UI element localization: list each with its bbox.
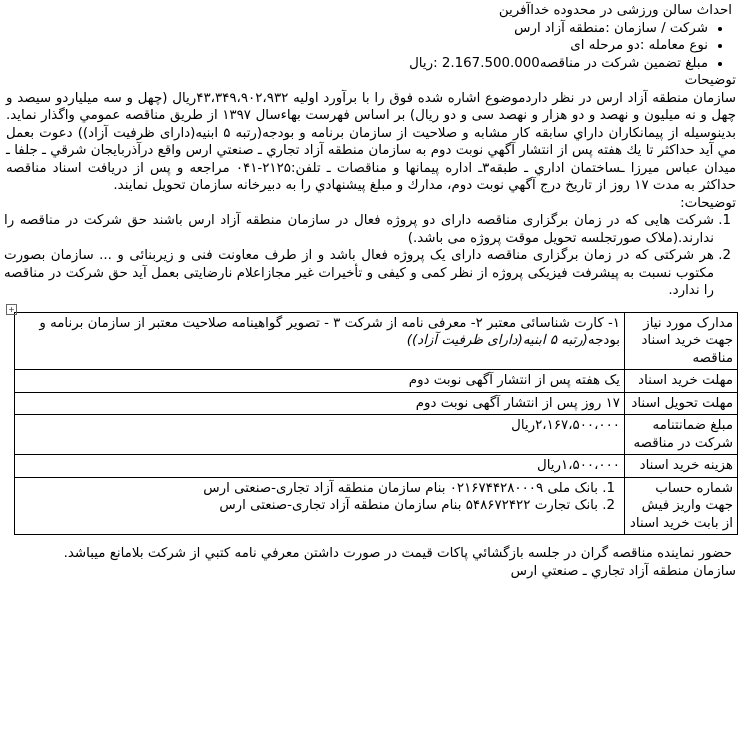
attendance-note: حضور نماينده مناقصه گران در جلسه بازگشائي پاكات قيمت در صورت داشتن معرفي نامه كتبي از شركت بلامانع ميباشد.: [63, 546, 732, 561]
row-label: مهلت خرید اسناد: [625, 370, 738, 393]
details-table-wrapper: [4, 304, 738, 536]
notes-list: [4, 212, 738, 300]
row-value: یک هفته پس از انتشار آگهی نوبت دوم: [15, 370, 625, 393]
notice-title: احداث سالن ورزشی در محدوده خداآفرین: [498, 3, 732, 18]
table-row: [15, 392, 738, 415]
note-item: 1. شرکت هایی که در زمان برگزاری مناقصه دارای دو پروژه فعال در سازمان منطقه آزاد ارس باشند حق شرکت در مناقصه را ندارند.(ملاک صورتجلسه تحویل موقت پروژه می باشد.): [4, 212, 714, 247]
account-item: 1. بانک ملی ۰۲۱۶۷۴۴۲۸۰۰۰۹ بنام سازمان منطقه آزاد تجاری-صنعتی ارس: [19, 480, 598, 498]
row-label: شماره حساب جهت واریز فیش از بابت خرید اسناد: [625, 477, 738, 535]
organization-signature: سازمان منطقه آزاد تجاري ـ صنعتي ارس: [510, 563, 736, 579]
table-row: [15, 455, 738, 478]
summary-list: [4, 20, 738, 73]
notes-label: توضیحات:: [680, 195, 736, 211]
table-row: [15, 370, 738, 393]
row-value: [15, 477, 625, 535]
table-move-handle-icon[interactable]: +: [6, 304, 17, 315]
table-row: [15, 415, 738, 455]
required-docs-text: ۱- کارت شناسائی معتبر ۲- معرفی نامه از شرکت ۳ - تصویر گواهینامه صلاحیت معتبر از سازمان برنامه و بودجه: [39, 315, 620, 348]
description-paragraph: سازمان منطقه آزاد ارس در نظر داردموضوع اشاره شده فوق را با برآورد اولیه ۴۳،۳۴۹،۹۰۲،۹۳۲ریال (چهل و سه میلیاردو سیصد و چهل و نه میلیون و نهصد و دو هزار و نهصد سی و دو ريال) بر اساس فهرست بهاءسال ۱۳۹۷ از طريق مناقصه عمومي واگذار نمايد. بدينوسيله از پيمانكاران داراي سابقه كار مشابه و صلاحيت از سازمان برنامه و بودجه(رتبه ۵ ابنیه(دارای ظرفیت آزاد)) دعوت بعمل مي آيد حداكثر تا يك هفته پس از انتشار آگهي نوبت دوم به سازمان منطقه آزاد تجاري ـ صنعتي ارس واقع درآذربايجان شرقي ـ جلفا ـ ميدان عباس ميرزا ـساختمان اداري ـ طبقه۳ـ اداره پيمانها و مناقصات ـ تلفن:۲۱۲۵-۰۴۱ مراجعه و پس از دريافت اسناد مناقصه حداكثر به مدت ۱۷ روز از تاريخ درج آگهي نوبت دوم، مدارك و مبلغ پيشنهادي را به دبيرخانه سازمان تحويل نمایند.: [6, 90, 736, 193]
descriptions-label: توضیحات: [684, 73, 736, 88]
table-row: [15, 312, 738, 370]
deal-type-item: • نوع معامله :دو مرحله ای: [4, 37, 708, 55]
account-item: 2. بانک تجارت ۵۴۸۶۷۲۴۲۲ بنام سازمان منطقه آزاد تجاری-صنعتی ارس: [19, 497, 598, 515]
details-table: [14, 312, 738, 536]
row-label: مهلت تحویل اسناد: [625, 392, 738, 415]
row-label: هزینه خرید اسناد: [625, 455, 738, 478]
row-label: مدارک مورد نیاز جهت خرید اسناد مناقصه: [625, 312, 738, 370]
tender-notice: [4, 2, 738, 580]
company-item: • شرکت / سازمان :منطقه آزاد ارس: [4, 20, 708, 38]
accounts-list: [19, 480, 620, 515]
row-value: ۲،۱۶۷،۵۰۰،۰۰۰ریال: [15, 415, 625, 455]
required-docs-rank: (رتبه ۵ ابنیه(دارای ظرفیت آزاد)): [406, 333, 588, 348]
row-value: ۱۷ روز پس از انتشار آگهی نوبت دوم: [15, 392, 625, 415]
note-item: 2. هر شرکتی که در زمان برگزاری مناقصه دارای یک پروژه فعال باشد و از طرف معاونت فنی و زیربنائی و ... سازمان بصورت مکتوب نسبت به پیشرفت فیزیکی پروژه از نظر کمی و کیفی و تأخیرات غیر مجازاعلام نارضایتی بعمل آید حق شرکت در مناقصه را ندارد.: [4, 247, 714, 300]
table-row: [15, 477, 738, 535]
row-label: مبلغ ضمانتنامه شرکت در مناقصه: [625, 415, 738, 455]
row-value: [15, 312, 625, 370]
guarantee-item: • مبلغ تضمین شرکت در مناقصه2.167.500.000 :ریال: [4, 55, 708, 73]
row-value: ۱،۵۰۰،۰۰۰ریال: [15, 455, 625, 478]
